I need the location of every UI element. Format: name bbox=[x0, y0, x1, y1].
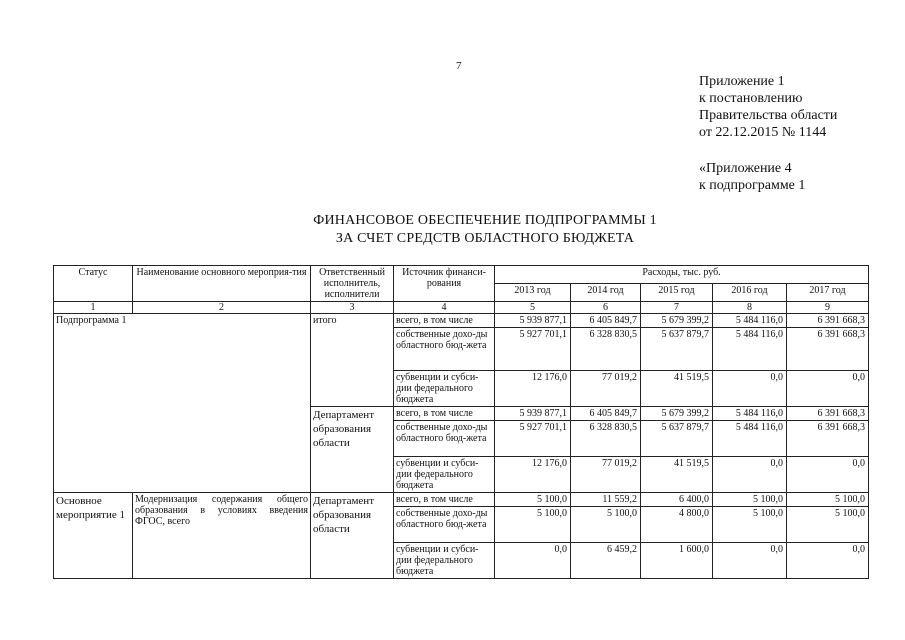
executor-cell: Департамент образования области bbox=[311, 407, 394, 493]
header-year: 2016 год bbox=[713, 284, 787, 302]
amount-cell: 41 519,5 bbox=[641, 371, 713, 407]
column-number: 7 bbox=[641, 302, 713, 314]
column-numbers-row bbox=[54, 302, 869, 314]
measure-name: Модернизация содержания общего образования в условиях введения ФГОС, всего bbox=[133, 493, 311, 579]
amount-cell: 5 100,0 bbox=[713, 493, 787, 507]
source-cell: субвенции и субси-дии федерального бюджета bbox=[394, 371, 495, 407]
amount-cell: 6 391 668,3 bbox=[787, 314, 869, 328]
appendix-line: к постановлению bbox=[699, 91, 803, 106]
amount-cell: 6 391 668,3 bbox=[787, 328, 869, 371]
appendix-line: от 22.12.2015 № 1144 bbox=[699, 125, 827, 140]
amount-cell: 5 100,0 bbox=[571, 507, 641, 543]
header-status: Статус bbox=[54, 266, 133, 302]
amount-cell: 5 679 399,2 bbox=[641, 407, 713, 421]
appendix-block-2 bbox=[699, 160, 805, 194]
amount-cell: 6 391 668,3 bbox=[787, 407, 869, 421]
subprogram-status: Подпрограмма 1 bbox=[54, 314, 311, 493]
title-line-1: ФИНАНСОВОЕ ОБЕСПЕЧЕНИЕ ПОДПРОГРАММЫ 1 bbox=[313, 213, 657, 228]
header-expenses: Расходы, тыс. руб. bbox=[495, 266, 869, 284]
column-number: 8 bbox=[713, 302, 787, 314]
source-cell: субвенции и субси-дии федерального бюджета bbox=[394, 543, 495, 579]
amount-cell: 0,0 bbox=[787, 371, 869, 407]
amount-cell: 6 391 668,3 bbox=[787, 421, 869, 457]
source-cell: всего, в том числе bbox=[394, 314, 495, 328]
column-number: 4 bbox=[394, 302, 495, 314]
source-cell: собственные дохо-ды областного бюд-жета bbox=[394, 507, 495, 543]
executor-cell: Департамент образования области bbox=[311, 493, 394, 579]
header-year: 2017 год bbox=[787, 284, 869, 302]
executor-cell: итого bbox=[311, 314, 394, 407]
amount-cell: 5 100,0 bbox=[787, 493, 869, 507]
column-number: 3 bbox=[311, 302, 394, 314]
column-number: 2 bbox=[133, 302, 311, 314]
amount-cell: 0,0 bbox=[787, 543, 869, 579]
amount-cell: 0,0 bbox=[713, 543, 787, 579]
financing-table bbox=[53, 265, 869, 579]
amount-cell: 5 100,0 bbox=[787, 507, 869, 543]
appendix-block bbox=[699, 73, 837, 141]
column-number: 9 bbox=[787, 302, 869, 314]
amount-cell: 5 484 116,0 bbox=[713, 314, 787, 328]
amount-cell: 12 176,0 bbox=[495, 371, 571, 407]
amount-cell: 1 600,0 bbox=[641, 543, 713, 579]
amount-cell: 6 459,2 bbox=[571, 543, 641, 579]
amount-cell: 12 176,0 bbox=[495, 457, 571, 493]
appendix-line: «Приложение 4 bbox=[699, 161, 792, 176]
amount-cell: 0,0 bbox=[495, 543, 571, 579]
amount-cell: 5 637 879,7 bbox=[641, 328, 713, 371]
amount-cell: 5 484 116,0 bbox=[713, 421, 787, 457]
amount-cell: 77 019,2 bbox=[571, 457, 641, 493]
amount-cell: 5 679 399,2 bbox=[641, 314, 713, 328]
source-cell: всего, в том числе bbox=[394, 493, 495, 507]
appendix-line: Правительства области bbox=[699, 108, 838, 123]
amount-cell: 5 927 701,1 bbox=[495, 328, 571, 371]
source-cell: собственные дохо-ды областного бюд-жета bbox=[394, 328, 495, 371]
amount-cell: 0,0 bbox=[713, 371, 787, 407]
amount-cell: 5 100,0 bbox=[495, 493, 571, 507]
appendix-line: к подпрограмме 1 bbox=[699, 178, 806, 193]
header-name: Наименование основного мероприя-тия bbox=[133, 266, 311, 302]
page-number: 7 bbox=[456, 60, 462, 72]
amount-cell: 6 328 830,5 bbox=[571, 328, 641, 371]
header-executor: Ответственный исполнитель, исполнители bbox=[311, 266, 394, 302]
source-cell: субвенции и субси-дии федерального бюджета bbox=[394, 457, 495, 493]
table-row bbox=[54, 314, 869, 328]
source-cell: всего, в том числе bbox=[394, 407, 495, 421]
header-year: 2014 год bbox=[571, 284, 641, 302]
amount-cell: 77 019,2 bbox=[571, 371, 641, 407]
table-row bbox=[54, 493, 869, 507]
amount-cell: 5 927 701,1 bbox=[495, 421, 571, 457]
amount-cell: 5 939 877,1 bbox=[495, 407, 571, 421]
amount-cell: 41 519,5 bbox=[641, 457, 713, 493]
amount-cell: 5 939 877,1 bbox=[495, 314, 571, 328]
appendix-line: Приложение 1 bbox=[699, 74, 785, 89]
amount-cell: 5 100,0 bbox=[495, 507, 571, 543]
measure-status: Основное мероприятие 1 bbox=[54, 493, 133, 579]
header-row bbox=[54, 266, 869, 284]
column-number: 6 bbox=[571, 302, 641, 314]
amount-cell: 4 800,0 bbox=[641, 507, 713, 543]
amount-cell: 6 405 849,7 bbox=[571, 407, 641, 421]
amount-cell: 5 484 116,0 bbox=[713, 328, 787, 371]
header-year: 2015 год bbox=[641, 284, 713, 302]
amount-cell: 11 559,2 bbox=[571, 493, 641, 507]
source-cell: собственные дохо-ды областного бюд-жета bbox=[394, 421, 495, 457]
amount-cell: 5 637 879,7 bbox=[641, 421, 713, 457]
amount-cell: 6 405 849,7 bbox=[571, 314, 641, 328]
column-number: 1 bbox=[54, 302, 133, 314]
amount-cell: 6 328 830,5 bbox=[571, 421, 641, 457]
column-number: 5 bbox=[495, 302, 571, 314]
header-year: 2013 год bbox=[495, 284, 571, 302]
header-source: Источник финанси-рования bbox=[394, 266, 495, 302]
document-title bbox=[0, 212, 905, 248]
amount-cell: 0,0 bbox=[787, 457, 869, 493]
amount-cell: 5 484 116,0 bbox=[713, 407, 787, 421]
amount-cell: 5 100,0 bbox=[713, 507, 787, 543]
amount-cell: 0,0 bbox=[713, 457, 787, 493]
amount-cell: 6 400,0 bbox=[641, 493, 713, 507]
title-line-2: ЗА СЧЕТ СРЕДСТВ ОБЛАСТНОГО БЮДЖЕТА bbox=[335, 231, 635, 246]
